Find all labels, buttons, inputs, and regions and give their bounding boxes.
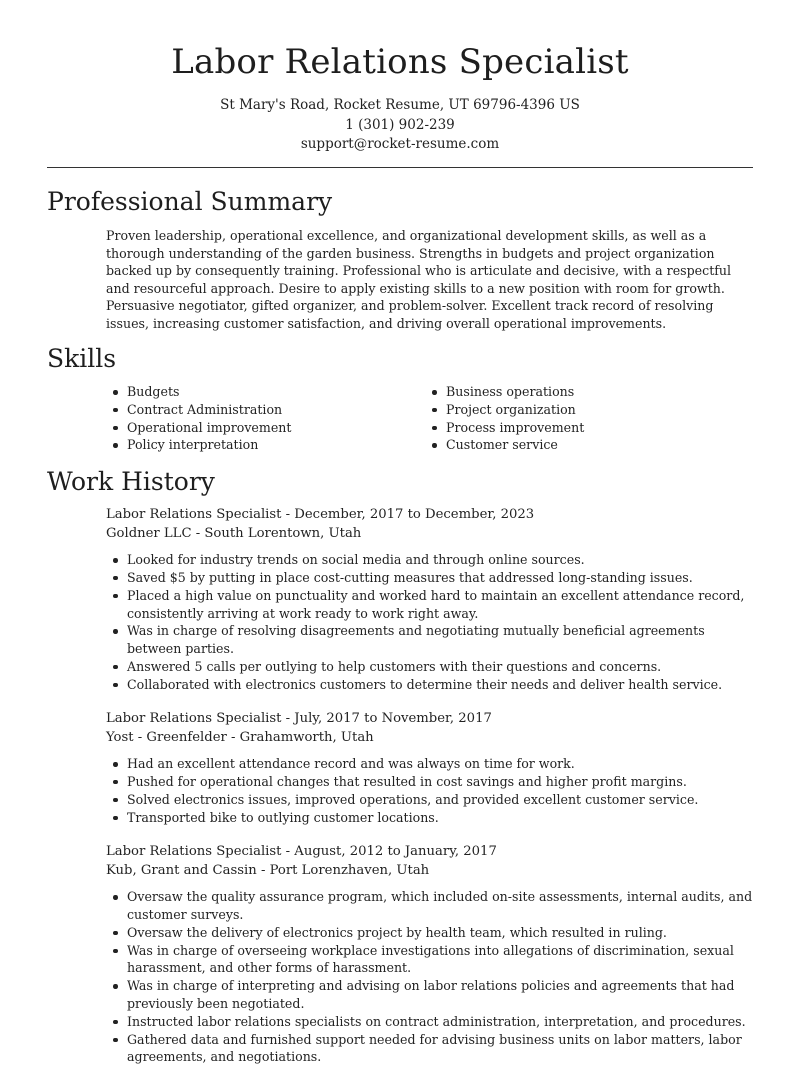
skill-item: Process improvement [425,419,725,437]
summary-text: Proven leadership, operational excellence, and organizational development skills, as well as a thorough understanding of the garden business. Strengths in budgets and project organization backed up by consequently training. Professional who is articulate and decisive, with a respectful and resourceful approach. Desire to apply existing skills to a new position with room for growth. Persuasive negotiator, gifted organizer, and problem-solver. Excellent track record of resolving issues, increasing customer satisfaction, and driving overall operational improvements. [106,228,732,331]
job-bullet: Oversaw the delivery of electronics project by health team, which resulted in ruling. [106,924,756,942]
skill-item: Budgets [106,383,406,401]
job-company-location: Yost - Greenfelder - Grahamworth, Utah [106,729,374,745]
job-bullet: Answered 5 calls per outlying to help customers with their questions and concerns. [106,658,756,676]
job-bullet: Was in charge of overseeing workplace investigations into allegations of discrimination, sexual harassment, and other forms of harassment. [106,942,756,978]
contact-phone: 1 (301) 902-239 [345,116,455,133]
job-bullets [106,755,756,826]
job-bullet: Transported bike to outlying customer locations. [106,809,756,827]
skill-item: Contract Administration [106,401,406,419]
skill-item: Business operations [425,383,725,401]
job-bullet: Was in charge of resolving disagreements and negotiating mutually beneficial agreements between parties. [106,622,756,658]
job-entry [106,843,756,1066]
section-title-summary: Professional Summary [47,187,333,216]
skill-item: Operational improvement [106,419,406,437]
job-bullets [106,551,756,693]
job-bullet: Solved electronics issues, improved operations, and provided excellent customer service. [106,791,756,809]
job-bullet: Placed a high value on punctuality and worked hard to maintain an excellent attendance record, consistently arriving at work ready to work right away. [106,587,756,623]
job-bullet: Saved $5 by putting in place cost-cutting measures that addressed long-standing issues. [106,569,756,587]
contact-block [0,96,800,155]
job-company-location: Kub, Grant and Cassin - Port Lorenzhaven, Utah [106,862,430,878]
job-bullet: Collaborated with electronics customers to determine their needs and deliver health service. [106,676,756,694]
job-bullets [106,888,756,1066]
job-entry [106,710,756,826]
skill-item: Policy interpretation [106,436,406,454]
job-bullet: Was in charge of interpreting and advising on labor relations policies and agreements that had previously been negotiated. [106,977,756,1013]
job-entry [106,506,756,694]
job-bullet: Gathered data and furnished support needed for advising business units on labor matters, labor agreements, and negotiations. [106,1031,756,1066]
contact-email: support@rocket-resume.com [300,136,500,152]
candidate-name: Labor Relations Specialist [171,42,629,82]
job-bullet: Oversaw the quality assurance program, which included on-site assessments, internal audits, and customer surveys. [106,888,756,924]
resume-header [0,0,800,155]
skill-item: Project organization [425,401,725,419]
job-bullet: Instructed labor relations specialists on contract administration, interpretation, and procedures. [106,1013,756,1031]
job-bullet: Pushed for operational changes that resulted in cost savings and higher profit margins. [106,773,756,791]
skills-column-left [106,383,406,454]
job-title-dates: Labor Relations Specialist - August, 2012 to January, 2017 [106,844,497,859]
skill-item: Customer service [425,436,725,454]
section-title-work-history: Work History [47,467,215,496]
contact-address: St Mary's Road, Rocket Resume, UT 69796-4396 US [220,97,580,113]
skills-column-right [425,383,725,454]
job-bullet: Looked for industry trends on social media and through online sources. [106,551,756,569]
section-title-skills: Skills [47,344,117,373]
job-title-dates: Labor Relations Specialist - December, 2017 to December, 2023 [106,507,535,522]
job-bullet: Had an excellent attendance record and was always on time for work. [106,755,756,773]
header-divider [47,167,753,168]
job-title-dates: Labor Relations Specialist - July, 2017 to November, 2017 [106,711,492,726]
job-company-location: Goldner LLC - South Lorentown, Utah [106,525,362,541]
